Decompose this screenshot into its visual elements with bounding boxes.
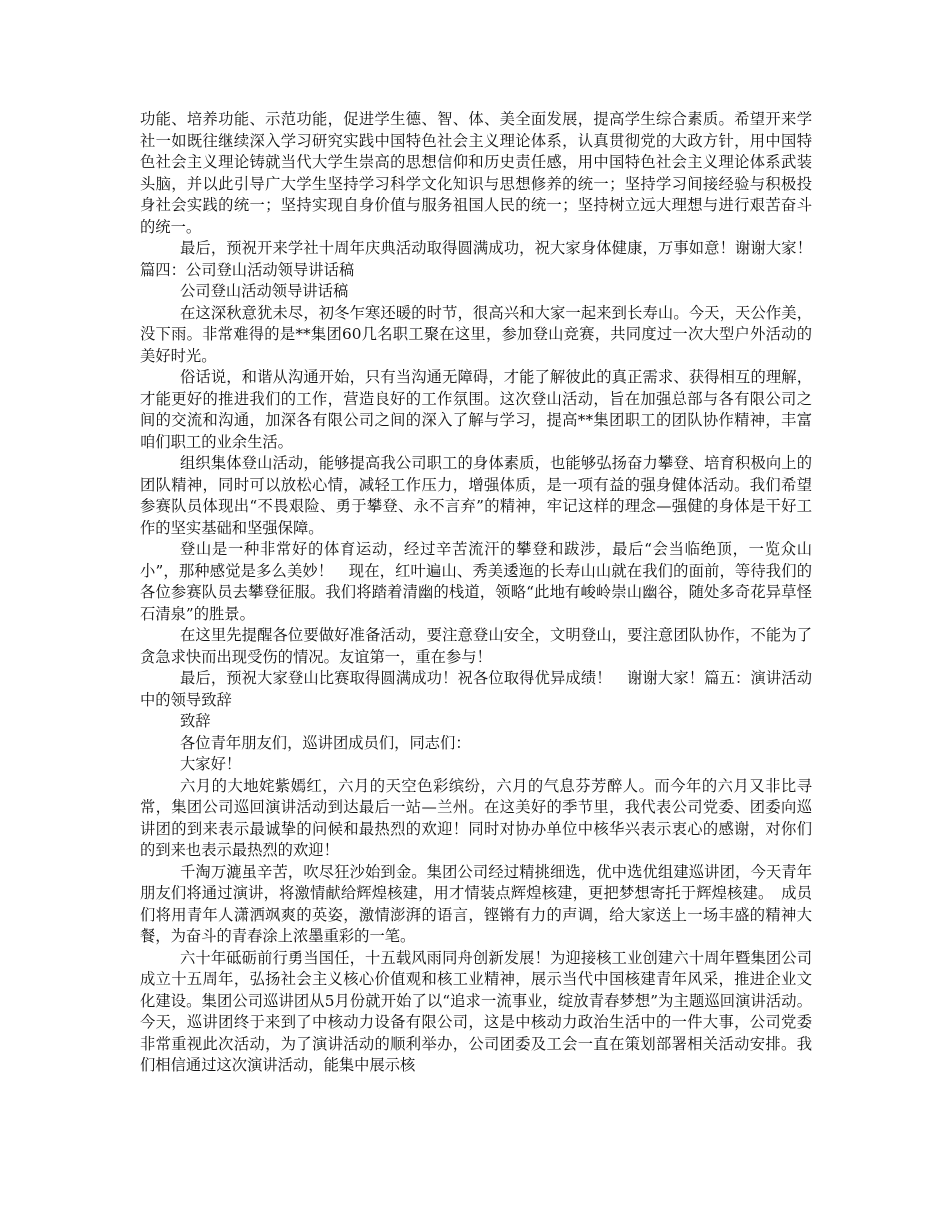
paragraph: 千淘万漉虽辛苦，吹尽狂沙始到金。集团公司经过精挑细选，优中选优组建巡讲团，今天青年朋友们将通过演讲，将激情献给辉煌核建，用才情装点辉煌核建，更把梦想寄托于辉煌核建。 成员们将用青年人潇洒飒爽的英姿，激情澎湃的语言，铿锵有力的声调，给大家送上一场丰盛的精神大餐，为奋斗的青春涂上浓墨重彩的一笔。: [140, 862, 812, 945]
section-title: 公司登山活动领导讲话稿: [180, 282, 349, 300]
paragraph: 登山是一种非常好的体育运动，经过辛苦流汗的攀登和跋涉，最后“会当临绝顶，一览众山小”，那种感觉是多么美妙！ 现在，红叶遍山、秀美逶迤的长寿山山就在我们的面前，等待我们的各位参赛队员去攀登征服。我们将踏着清幽的栈道，领略“此地有峻岭崇山幽谷，随处多奇花异草怪石清泉”的胜景。: [140, 540, 812, 623]
paragraph: 在这深秋意犹未尽，初冬乍寒还暖的时节，很高兴和大家一起来到长寿山。今天，天公作美，没下雨。非常难得的是**集团60几名职工聚在这里，参加登山竞赛，共同度过一次大型户外活动的美好时光。: [140, 303, 812, 365]
greeting: 大家好！: [180, 755, 242, 773]
section-title: 致辞: [180, 712, 211, 730]
salutation: 各位青年朋友们，巡讲团成员们，同志们：: [180, 733, 471, 752]
paragraph: 六月的大地姹紫嫣红，六月的天空色彩缤纷，六月的气息芬芳醉人。而今年的六月又非比寻常，集团公司巡回演讲活动到达最后一站—兰州。在这美好的季节里，我代表公司党委、团委向巡讲团的到来表示最诚挚的问候和最热烈的欢迎！同时对协办单位中核华兴表示衷心的感谢，对你们的到来也表示最热烈的欢迎！: [140, 776, 812, 859]
paragraph-closing-remarks: 最后，预祝开来学社十周年庆典活动取得圆满成功，祝大家身体健康，万事如意！谢谢大家！篇四：公司登山活动领导讲话稿: [140, 239, 812, 279]
paragraph-continuation: 功能、培养功能、示范功能，促进学生德、智、体、美全面发展，提高学生综合素质。希望开来学社一如既往继续深入学习研究实践中国特色社会主义理论体系，认真贯彻党的大政方针，用中国特色社会主义理论铸就当代大学生崇高的思想信仰和历史责任感，用中国特色社会主义理论体系武装头脑，并以此引导广大学生坚持学习科学文化知识与思想修养的统一；坚持学习间接经验与积极投身社会实践的统一；坚持实现自身价值与服务祖国人民的统一；坚持树立远大理想与进行艰苦奋斗的统一。: [140, 110, 812, 236]
document-page: [140, 109, 812, 1077]
paragraph: 俗话说，和谐从沟通开始，只有当沟通无障碍，才能了解彼此的真正需求、获得相互的理解，才能更好的推进我们的工作，营造良好的工作氛围。这次登山活动，旨在加强总部与各有限公司之间的交流和沟通，加深各有限公司之间的深入了解与学习，提高**集团职工的团队协作精神，丰富咱们职工的业余生活。: [140, 368, 812, 451]
paragraph: 六十年砥砺前行勇当国任，十五载风雨同舟创新发展！为迎接核工业创建六十周年暨集团公司成立十五周年，弘扬社会主义核心价值观和核工业精神，展示当代中国核建青年风采，推进企业文化建设。集团公司巡讲团从5月份就开始了以“追求一流事业，绽放青春梦想”为主题巡回演讲活动。今天，巡讲团终于来到了中核动力设备有限公司，这是中核动力政治生活中的一件大事，公司党委非常重视此次活动，为了演讲活动的顺利举办，公司团委及工会一直在策划部署相关活动安排。我们相信通过这次演讲活动，能集中展示核: [140, 948, 812, 1074]
paragraph: 组织集体登山活动，能够提高我公司职工的身体素质，也能够弘扬奋力攀登、培育积极向上的团队精神，同时可以放松心情，减轻工作压力，增强体质，是一项有益的强身健体活动。我们希望参赛队员体现出“不畏艰险、勇于攀登、永不言弃”的精神，牢记这样的理念—强健的身体是干好工作的坚实基础和坚强保障。: [140, 454, 812, 537]
paragraph: 在这里先提醒各位要做好准备活动，要注意登山安全，文明登山，要注意团队协作，不能为了贪急求快而出现受伤的情况。友谊第一，重在参与！: [140, 626, 812, 666]
paragraph-closing-remarks: 最后，预祝大家登山比赛取得圆满成功！祝各位取得优异成绩！ 谢谢大家！篇五：演讲活动中的领导致辞: [140, 669, 812, 709]
